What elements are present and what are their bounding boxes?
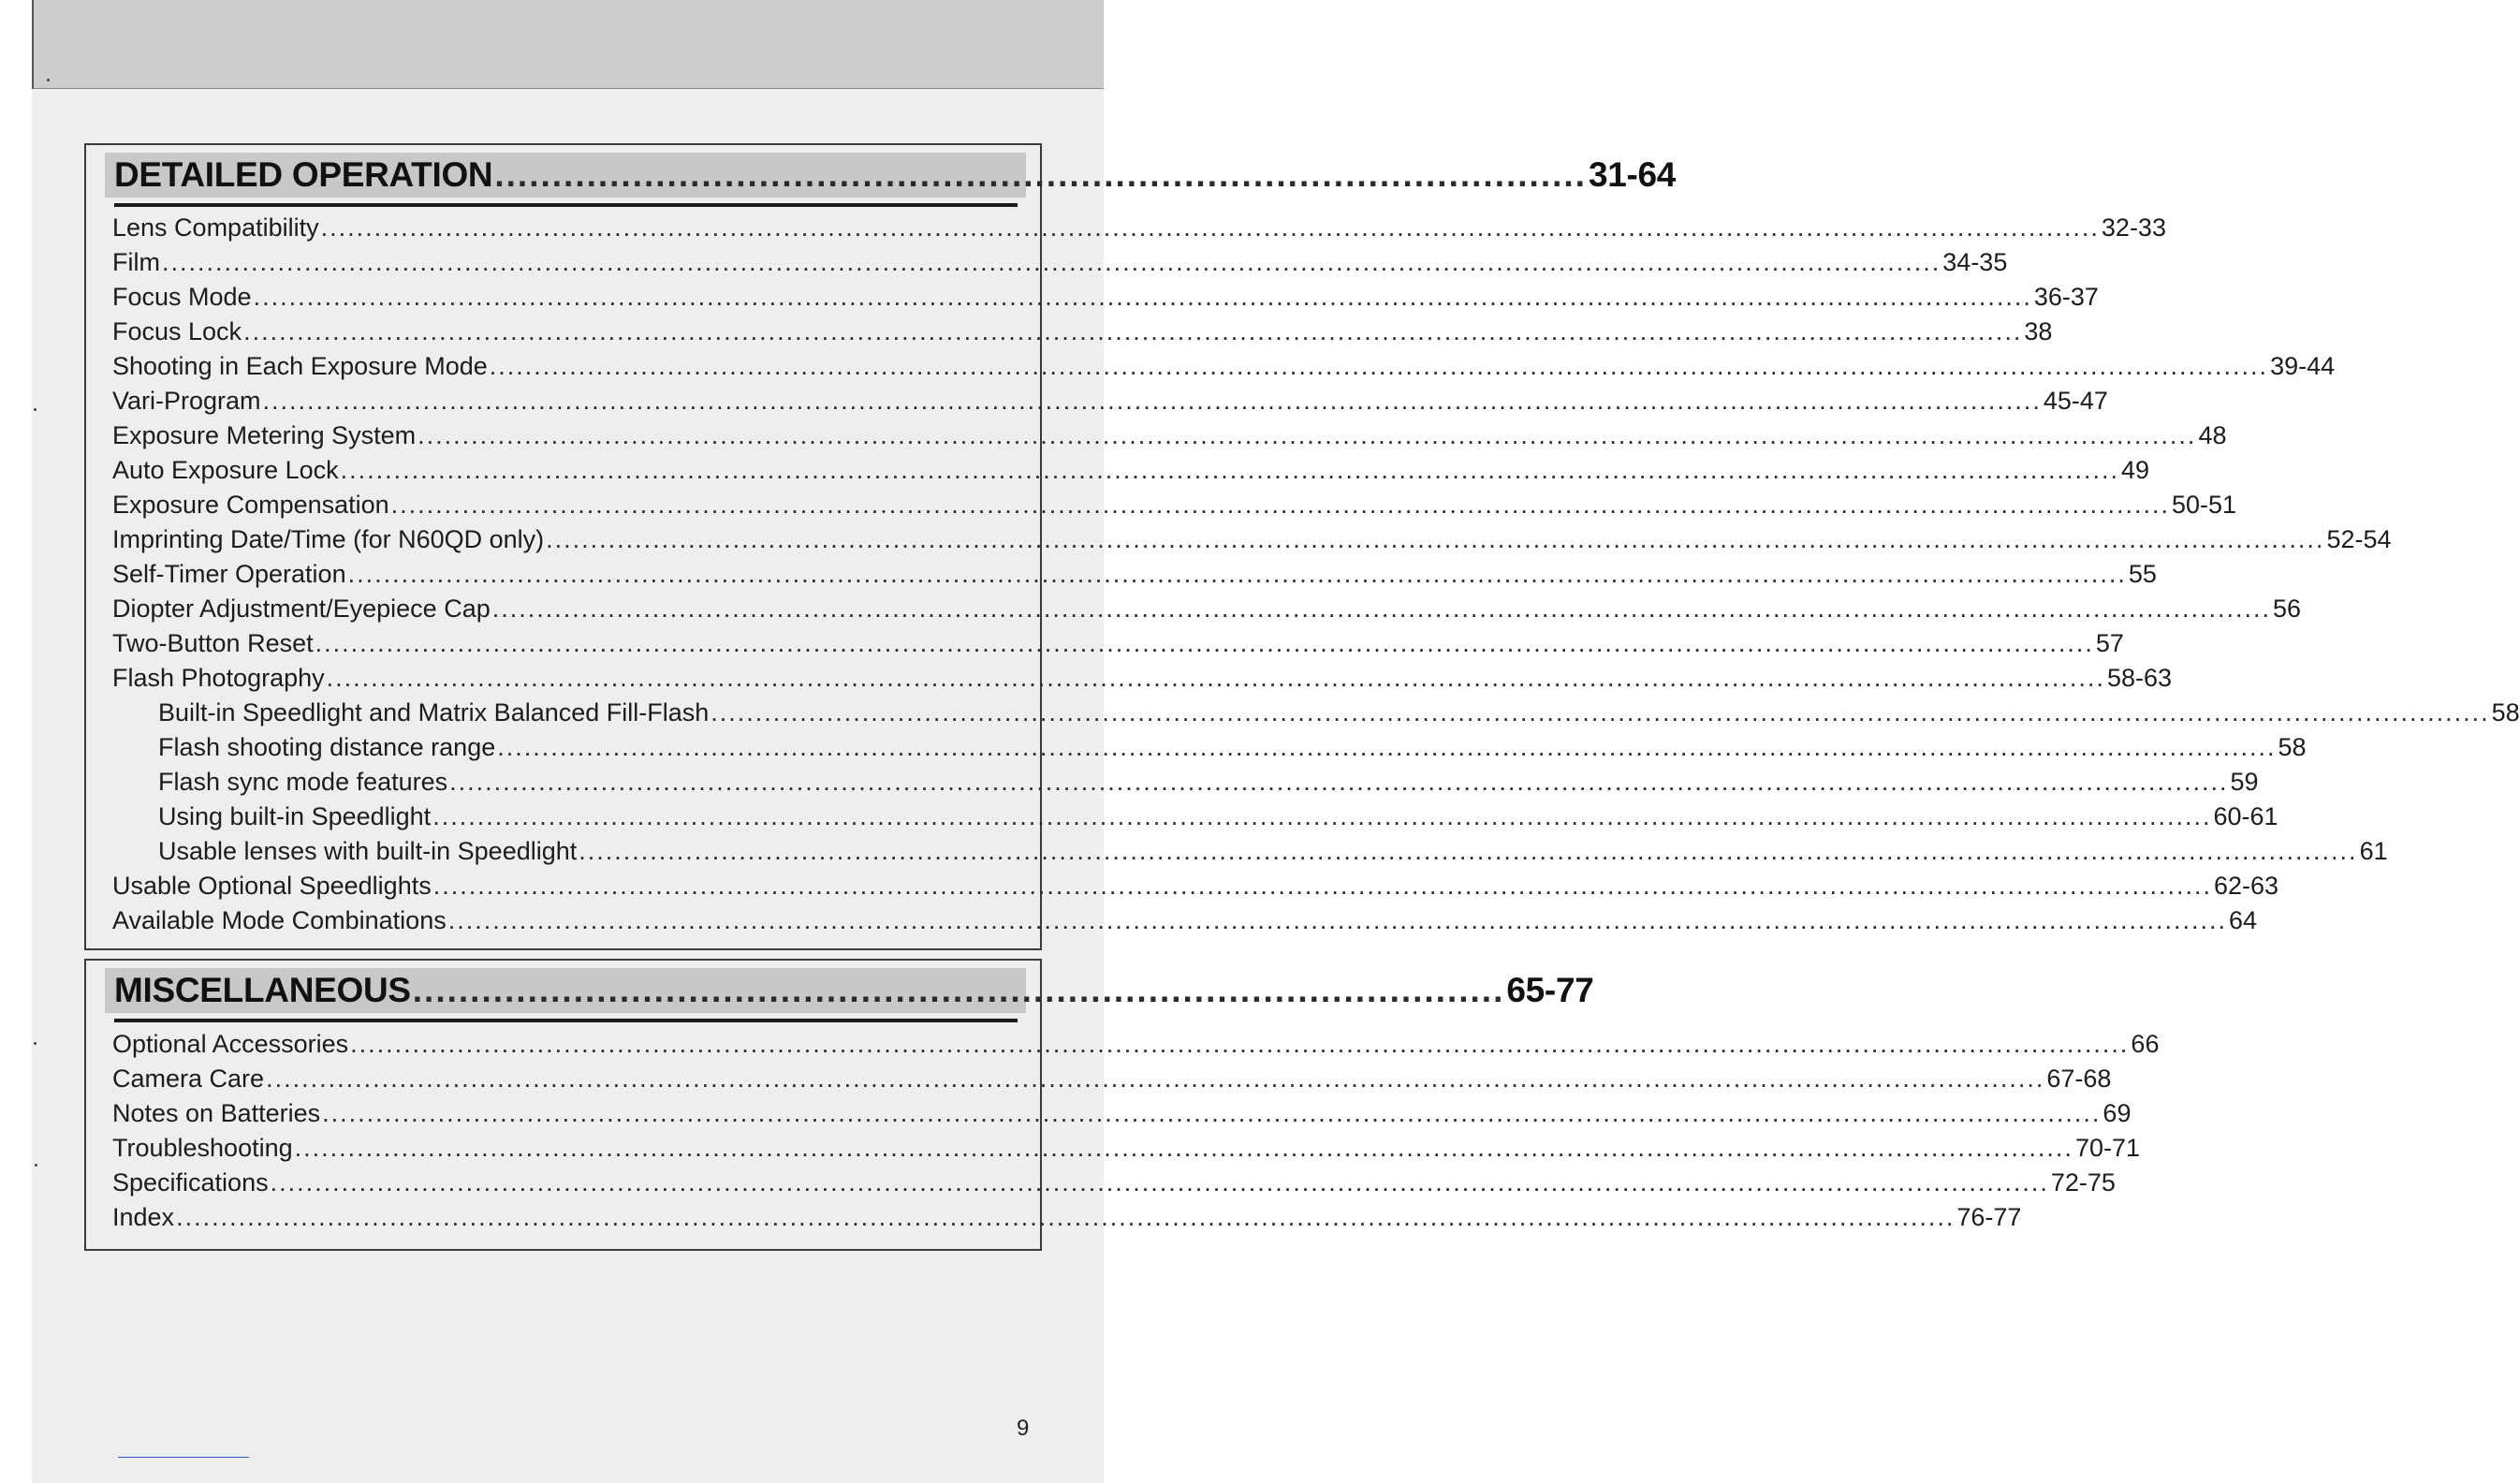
toc-entry-label: Available Mode Combinations: [112, 906, 447, 934]
toc-entry-label: Using built-in Speedlight: [158, 802, 432, 830]
toc-entry-page: 50-51: [2171, 491, 2237, 519]
page-number: 9: [1017, 1416, 1030, 1441]
toc-entry-page: 69: [2102, 1099, 2132, 1127]
toc-entry: [112, 418, 2227, 453]
toc-entry-label: Exposure Compensation: [112, 491, 389, 519]
toc-entry-page: 36-37: [2033, 283, 2099, 311]
leader-dots: ........................................................................................................................................................................................................: [491, 595, 2272, 623]
toc-entry-label: Focus Lock: [112, 317, 242, 345]
toc-entry-page: 62-63: [2214, 872, 2279, 900]
toc-entry-label: Imprinting Date/Time (for N60QD only): [112, 525, 545, 553]
leader-dots: ........................................................................................................................................................................................................: [447, 906, 2228, 934]
toc-entry-page: 59: [2230, 768, 2259, 796]
section-header: [105, 968, 1594, 1013]
toc-entry-page: 60-61: [2213, 802, 2278, 830]
toc-entry-label: Camera Care: [112, 1065, 265, 1093]
section-rule: [114, 203, 1018, 207]
leader-dots: ........................................................................................................................................................................................................: [546, 525, 2325, 553]
toc-section-detailed-operation: [84, 143, 2520, 950]
toc-entry: [112, 1200, 2022, 1235]
toc-entry: [112, 1131, 2140, 1166]
print-speck: [47, 79, 50, 81]
leader-dots: ........................................................................................................................................................................................................: [432, 802, 2212, 830]
toc-entry-label: Exposure Metering System: [112, 421, 417, 449]
toc-entry-page: 67-68: [2046, 1065, 2112, 1093]
section-page-range: 65-77: [1506, 971, 1594, 1009]
toc-entry-label: Lens Compatibility: [112, 213, 319, 242]
toc-list: [112, 211, 2520, 938]
leader-dots: ........................................................................................................................................................................................................: [347, 560, 2127, 588]
toc-entry-label: Self-Timer Operation: [112, 560, 346, 588]
toc-entry: [112, 626, 2124, 661]
toc-entry-label: Vari-Program: [112, 387, 261, 415]
page-edge: [32, 0, 34, 89]
toc-entry: [112, 869, 2279, 903]
leader-dots: ........................................................................................................................................................................................................: [350, 1030, 2130, 1058]
toc-entry-page: 70-71: [2074, 1134, 2140, 1162]
toc-entry: [112, 453, 2149, 488]
toc-entry: [112, 1062, 2112, 1096]
toc-entry-label: Shooting in Each Exposure Mode: [112, 352, 488, 380]
top-shaded-band: [32, 0, 1104, 89]
toc-entry-page: 58: [2278, 733, 2307, 761]
toc-entry-page: 76-77: [1956, 1203, 2022, 1231]
leader-dots: ........................................................................................................................................................................................................: [497, 733, 2277, 761]
toc-entry: [112, 1166, 2116, 1200]
leader-dots: ........................................................................................................................................................................................................: [711, 698, 2490, 727]
toc-subentry: [112, 730, 2307, 765]
leader-dots: ........................................................................................................................................................................................................: [320, 213, 2100, 242]
leader-dots: ...............................................................................................: [494, 155, 1587, 194]
section-title: MISCELLANEOUS: [114, 971, 411, 1009]
toc-entry-label: Usable lenses with built-in Speedlight: [158, 837, 578, 865]
toc-entry-page: 72-75: [2050, 1168, 2116, 1197]
section-rule: [114, 1019, 1018, 1022]
toc-entry-page: 32-33: [2101, 213, 2166, 242]
leader-dots: ........................................................................................................................................................................................................: [253, 283, 2032, 311]
section-page-range: 31-64: [1588, 155, 1677, 194]
leader-dots: ........................................................................................................................................................................................................: [315, 629, 2094, 657]
leader-dots: ........................................................................................................................................................................................................: [432, 872, 2213, 900]
toc-entry-page: 55: [2128, 560, 2157, 588]
leader-dots: ........................................................................................................................................................................................................: [326, 664, 2105, 692]
toc-entry-page: 66: [2131, 1030, 2160, 1058]
link-underline: [118, 1457, 249, 1458]
toc-entry-page: 39-44: [2270, 352, 2336, 380]
leader-dots: ........................................................................................................................................................................................................: [176, 1203, 1956, 1231]
toc-entry-page: 58-63: [2106, 664, 2172, 692]
leader-dots: ........................................................................................................................................................................................................: [390, 491, 2170, 519]
leader-dots: ........................................................................................................................................................................................................: [161, 248, 1941, 276]
toc-entry-label: Troubleshooting: [112, 1134, 293, 1162]
section-title: DETAILED OPERATION: [114, 155, 493, 194]
toc-entry-label: Index: [112, 1203, 175, 1231]
toc-entry-label: Notes on Batteries: [112, 1099, 321, 1127]
toc-entry: [112, 661, 2172, 696]
toc-entry: [112, 211, 2166, 245]
leader-dots: ........................................................................................................................................................................................................: [262, 387, 2042, 415]
toc-entry: [112, 488, 2237, 522]
toc-entry: [112, 384, 2108, 418]
leader-dots: ........................................................................................................................................................................................................: [322, 1099, 2102, 1127]
toc-entry-page: 48: [2198, 421, 2227, 449]
toc-subentry: [112, 765, 2259, 800]
toc-entry-page: 61: [2359, 837, 2388, 865]
toc-entry-label: Specifications: [112, 1168, 269, 1197]
leader-dots: ........................................................................................................................................................................................................: [449, 768, 2229, 796]
toc-subentry: [112, 834, 2388, 869]
toc-entry: [112, 245, 2008, 280]
toc-entry-page: 57: [2095, 629, 2124, 657]
leader-dots: ...............................................................................................: [412, 971, 1505, 1009]
toc-subentry: [112, 800, 2278, 834]
toc-entry-label: Diopter Adjustment/Eyepiece Cap: [112, 595, 491, 623]
print-speck: [34, 1042, 37, 1045]
leader-dots: ........................................................................................................................................................................................................: [579, 837, 2358, 865]
toc-entry: [112, 315, 2053, 349]
toc-entry-label: Film: [112, 248, 160, 276]
toc-entry: [112, 280, 2099, 315]
leader-dots: ........................................................................................................................................................................................................: [418, 421, 2197, 449]
toc-entry-label: Flash Photography: [112, 664, 325, 692]
toc-entry-page: 49: [2120, 456, 2149, 484]
toc-entry-label: Flash shooting distance range: [158, 733, 496, 761]
toc-entry-label: Usable Optional Speedlights: [112, 872, 432, 900]
leader-dots: ........................................................................................................................................................................................................: [243, 317, 2023, 345]
toc-entry-label: Two-Button Reset: [112, 629, 314, 657]
leader-dots: ........................................................................................................................................................................................................: [489, 352, 2269, 380]
toc-entry-label: Auto Exposure Lock: [112, 456, 339, 484]
leader-dots: ........................................................................................................................................................................................................: [340, 456, 2119, 484]
toc-entry: [112, 557, 2157, 592]
toc-entry-page: 34-35: [1942, 248, 2008, 276]
toc-entry: [112, 349, 2336, 384]
print-speck: [34, 408, 37, 411]
leader-dots: ........................................................................................................................................................................................................: [294, 1134, 2073, 1162]
section-header: [105, 153, 1677, 198]
toc-entry-page: 58: [2491, 698, 2520, 727]
toc-entry: [112, 1096, 2132, 1131]
toc-entry-page: 56: [2273, 595, 2302, 623]
toc-entry-label: Flash sync mode features: [158, 768, 448, 796]
toc-entry-page: 45-47: [2043, 387, 2108, 415]
leader-dots: ........................................................................................................................................................................................................: [270, 1168, 2049, 1197]
toc-entry-page: 64: [2229, 906, 2258, 934]
toc-entry: [112, 1027, 2160, 1062]
toc-subentry: [112, 696, 2520, 730]
toc-list: [112, 1027, 2160, 1235]
toc-entry-label: Focus Mode: [112, 283, 252, 311]
leader-dots: ........................................................................................................................................................................................................: [266, 1065, 2045, 1093]
toc-section-miscellaneous: [84, 959, 2160, 1251]
toc-entry: [112, 592, 2302, 626]
toc-entry: [112, 903, 2258, 938]
toc-entry-label: Built-in Speedlight and Matrix Balanced Fill-Flash: [158, 698, 710, 727]
toc-entry-page: 52-54: [2326, 525, 2392, 553]
toc-entry: [112, 522, 2392, 557]
toc-entry-page: 38: [2024, 317, 2053, 345]
toc-entry-label: Optional Accessories: [112, 1030, 349, 1058]
print-speck: [35, 1164, 37, 1167]
